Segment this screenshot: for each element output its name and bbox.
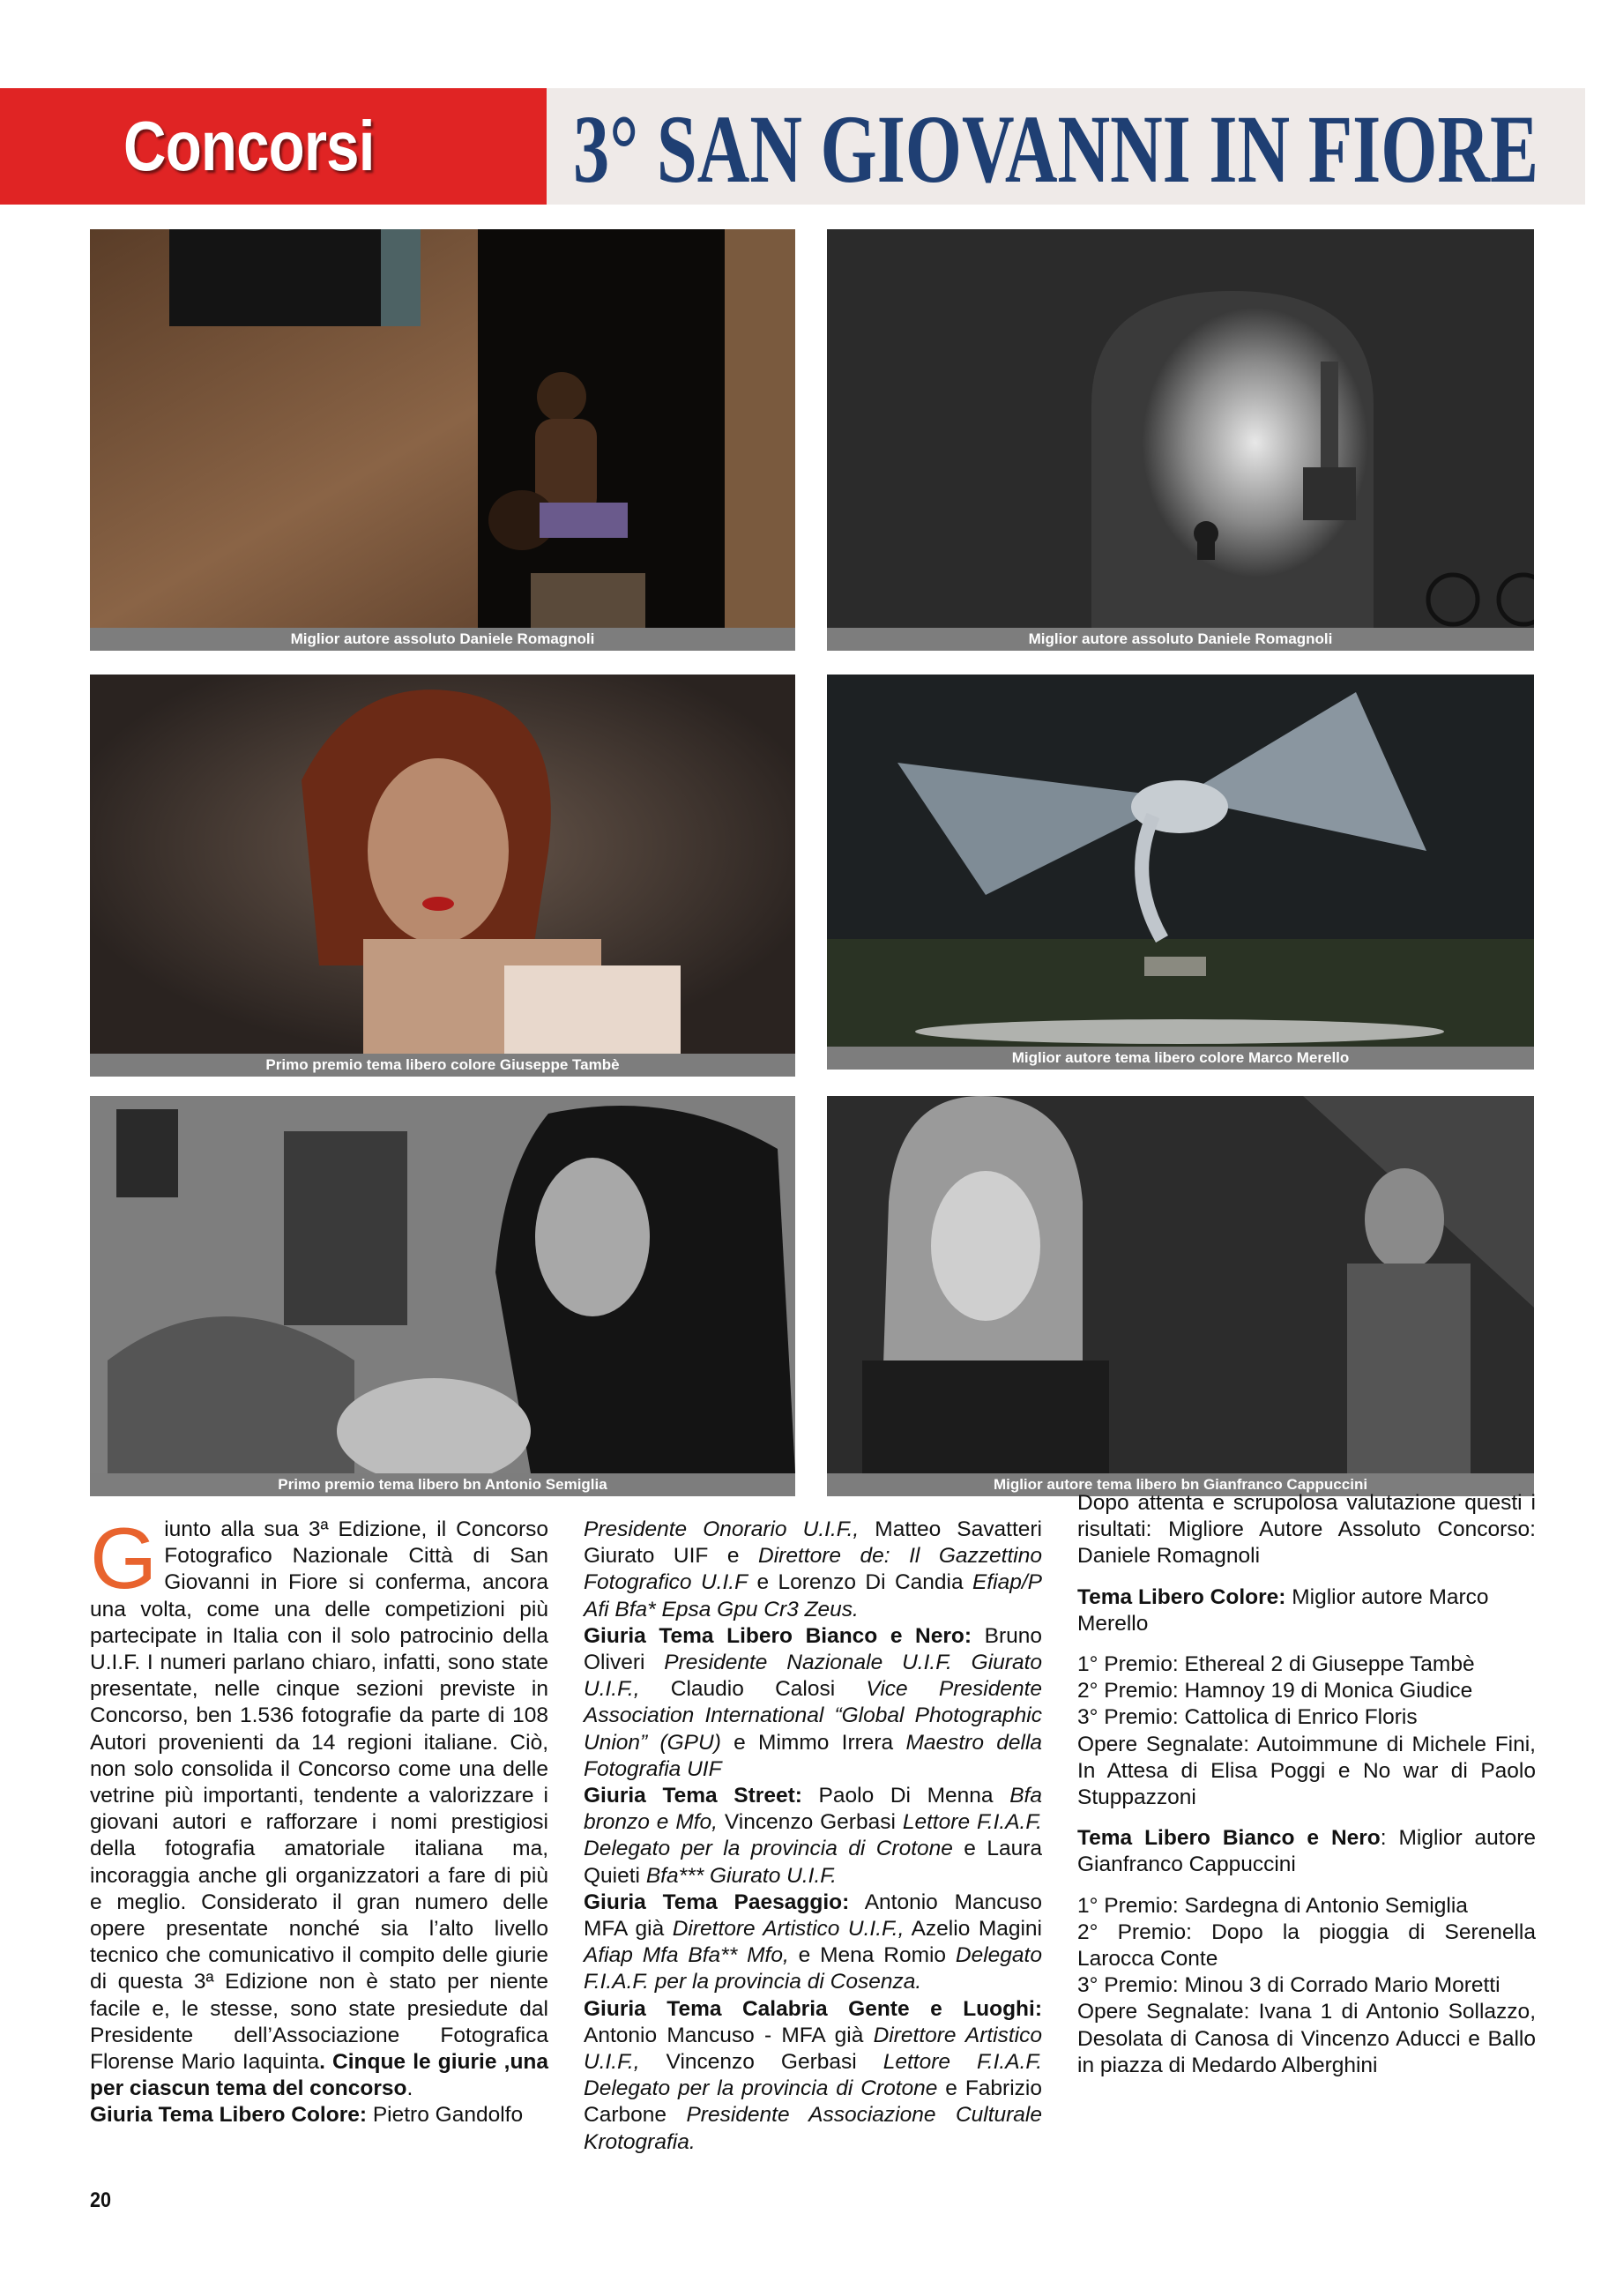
jury-calabria-text-b: Vincenzo Gerbasi [639, 2050, 883, 2075]
photo-2-caption: Miglior autore assoluto Daniele Romagnoli [827, 628, 1534, 651]
bn-segnalate: Opere Segnalate: Ivana 1 di Antonio Sollazzo, Desolata di Canosa di Vincenzo Aducci e Ballo in piazza di Medardo Alberghini [1077, 2000, 1536, 2077]
jury-bn-text-b: Claudio Calosi [639, 1677, 867, 1702]
colore-best: Miglior autore Marco Merello [1077, 1584, 1489, 1636]
title-banner [547, 88, 1585, 205]
intro-tail-b: . [406, 2076, 413, 2101]
results-intro: Dopo attenta e scrupolosa valutazione questi i risultati: Migliore Autore Assoluto Concorso: Daniele Romagnoli [1077, 1491, 1536, 1569]
jury-calabria-label: Giuria Tema Calabria Gente e Luoghi: [584, 1996, 1042, 2021]
jury-bn-role-b: Vice Presidente Association International “Global Photographic Union” (GPU) [584, 1677, 1043, 1755]
bn-prize-3: 3° Premio: Minou 3 di Corrado Mario Moretti [1077, 1973, 1501, 1998]
photo-4-caption: Miglior autore tema libero colore Marco Merello [827, 1047, 1534, 1070]
jury-street-text-a: Paolo Di Menna [801, 1784, 1010, 1808]
jury-calabria-text-a: Antonio Mancuso - MFA già [584, 2023, 874, 2047]
section-banner [0, 88, 547, 205]
jury-bn-text-c: e Mimmo Irrera [720, 1730, 906, 1755]
jury-paesaggio-role-b: Afiap Mfa Bfa** Mfo, [584, 1943, 789, 1968]
jury-street [584, 1783, 1042, 1890]
photo-6 [827, 1096, 1534, 1473]
jury-calabria [584, 1996, 1042, 2156]
jury-bn-label: Giuria Tema Libero Bianco e Nero: [584, 1623, 972, 1648]
photo-4 [827, 675, 1534, 1047]
photo-1-caption: Miglior autore assoluto Daniele Romagnoli [90, 628, 795, 651]
jury-paesaggio-text-a: Antonio Mancuso MFA già [584, 1890, 1042, 1942]
bn-label: Tema Libero Bianco e Nero [1077, 1826, 1381, 1851]
colore-prize-1: 1° Premio: Ethereal 2 di Giuseppe Tambè [1077, 1652, 1475, 1677]
jury-street-text-b: Vincenzo Gerbasi [717, 1810, 903, 1835]
jury-colore-role-c: Efiap/P Afi Bfa* Epsa Gpu Cr3 Zeus. [584, 1570, 1042, 1621]
jury-calabria-role-b: Lettore F.I.A.F. Delegato per la provincia di Crotone [584, 2050, 1042, 2101]
article-column-2 [584, 1517, 1042, 2156]
jury-colore-role-b: Direttore de: Il Gazzettino Fotografico U.I.F [584, 1544, 1042, 1595]
jury-street-role-b: Lettore F.I.A.F. Delegato per la provincia di Crotone [584, 1810, 1042, 1861]
page-title: 3° SAN GIOVANNI IN FIORE [573, 95, 1538, 203]
bn-results-heading [1077, 1825, 1536, 1878]
page-number: 20 [90, 2188, 112, 2212]
jury-colore-role-a: Presidente Onorario U.I.F., [584, 1517, 860, 1541]
jury-paesaggio-role-a: Direttore Artistico U.I.F., [672, 1917, 905, 1942]
article-intro [90, 1510, 549, 2102]
jury-street-role-c: Bfa*** Giurato U.I.F. [645, 1863, 837, 1888]
drop-cap: G [90, 1510, 158, 1606]
jury-paesaggio-text-b: Azelio Magini [904, 1917, 1042, 1942]
bn-best: : Miglior autore Gianfranco Cappuccini [1077, 1826, 1537, 1877]
jury-bn [584, 1623, 1042, 1783]
colore-segnalate: Opere Segnalate: Autoimmune di Michele Fini, In Attesa di Elisa Poggi e No war di Paolo Stuppazzoni [1077, 1732, 1536, 1810]
photo-5-caption: Primo premio tema libero bn Antonio Semiglia [90, 1473, 795, 1496]
jury-paesaggio-label: Giuria Tema Paesaggio: [584, 1890, 850, 1914]
jury-paesaggio [584, 1890, 1042, 1996]
photo-6-caption: Miglior autore tema libero bn Gianfranco Cappuccini [827, 1473, 1534, 1496]
colore-prize-3: 3° Premio: Cattolica di Enrico Floris [1077, 1705, 1418, 1730]
photo-3 [90, 675, 795, 1054]
jury-bn-role-a: Presidente Nazionale U.I.F. Giurato U.I.F., [584, 1651, 1042, 1702]
photo-5 [90, 1096, 795, 1473]
photo-3-caption: Primo premio tema libero colore Giuseppe Tambè [90, 1054, 795, 1077]
intro-tail-a: . Cinque le giurie ,una per ciascun tema del concorso [90, 2050, 549, 2101]
jury-calabria-text-c: e Fabrizio Carbone [584, 2076, 1042, 2128]
jury-street-text-c: e Laura Quieti [584, 1837, 1042, 1888]
jury-colore-text-c: e Lorenzo Di Candia [748, 1570, 972, 1595]
jury-colore-text-a: Pietro Gandolfo [367, 2103, 524, 2128]
colore-label: Tema Libero Colore: [1077, 1584, 1286, 1609]
article-column-1 [90, 1510, 549, 2129]
photo-2 [827, 229, 1534, 628]
colore-prize-2: 2° Premio: Hamnoy 19 di Monica Giudice [1077, 1679, 1473, 1703]
jury-paesaggio-text-c: e Mena Romio [788, 1943, 956, 1968]
jury-colore-text-b: Matteo Savatteri Giurato UIF e [584, 1517, 1042, 1569]
jury-colore-cont [584, 1517, 1042, 1623]
jury-colore-label: Giuria Tema Libero Colore: [90, 2103, 368, 2128]
intro-text: iunto alla sua 3ª Edizione, il Concorso Fotografico Nazionale Città di San Giovanni in Fiore si conferma, ancora una volta, come una delle competizioni più partecipate in Italia con il solo patrocinio della U.I.F. I numeri parlano chiaro, infatti, sono state presentate, nelle cinque sezioni previste in Concorso, ben 1.536 fotografie da parte di 108 Autori provenienti da 14 regioni italiane. Ciò, non solo consolida il Concorso come una delle vetrine più importanti, tendente a valorizzare i giovani autori e rafforzare i nomi prestigiosi della fotografia amatoriale italiana ma, incoraggia anche gli organizzatori a fare di più e meglio. Considerato il gran numero delle opere presentate nonché sia l’alto livello tecnico che comunicativo il compito delle giurie di questa 3ª Edizione non è stato per niente facile e, le stesse, sono state presiedute dal Presidente dell’Associazione Fotografica Florense Mario Iaquinta [90, 1517, 548, 2075]
bn-prize-1: 1° Premio: Sardegna di Antonio Semiglia [1077, 1893, 1468, 1918]
section-title: Concorsi [123, 107, 375, 185]
bn-prize-2: 2° Premio: Dopo la pioggia di Serenella Larocca Conte [1077, 1920, 1536, 1972]
colore-results-heading [1077, 1584, 1536, 1637]
jury-calabria-role-a: Direttore Artistico U.I.F., [584, 2023, 1042, 2075]
jury-calabria-role-c: Presidente Associazione Culturale Krotografia. [584, 2103, 1042, 2154]
photo-1 [90, 229, 795, 628]
jury-colore [90, 2102, 548, 2128]
jury-street-role-a: Bfa bronzo e Mfo, [584, 1784, 1042, 1835]
article-column-3 [1077, 1490, 1536, 2079]
jury-paesaggio-role-c: Delegato F.I.A.F. per la provincia di Cosenza. [584, 1943, 1042, 1994]
jury-bn-role-c: Maestro della Fotografia UIF [584, 1730, 1043, 1781]
jury-street-label: Giuria Tema Street: [584, 1784, 802, 1808]
jury-bn-text-a: Bruno Oliveri [584, 1623, 1042, 1675]
